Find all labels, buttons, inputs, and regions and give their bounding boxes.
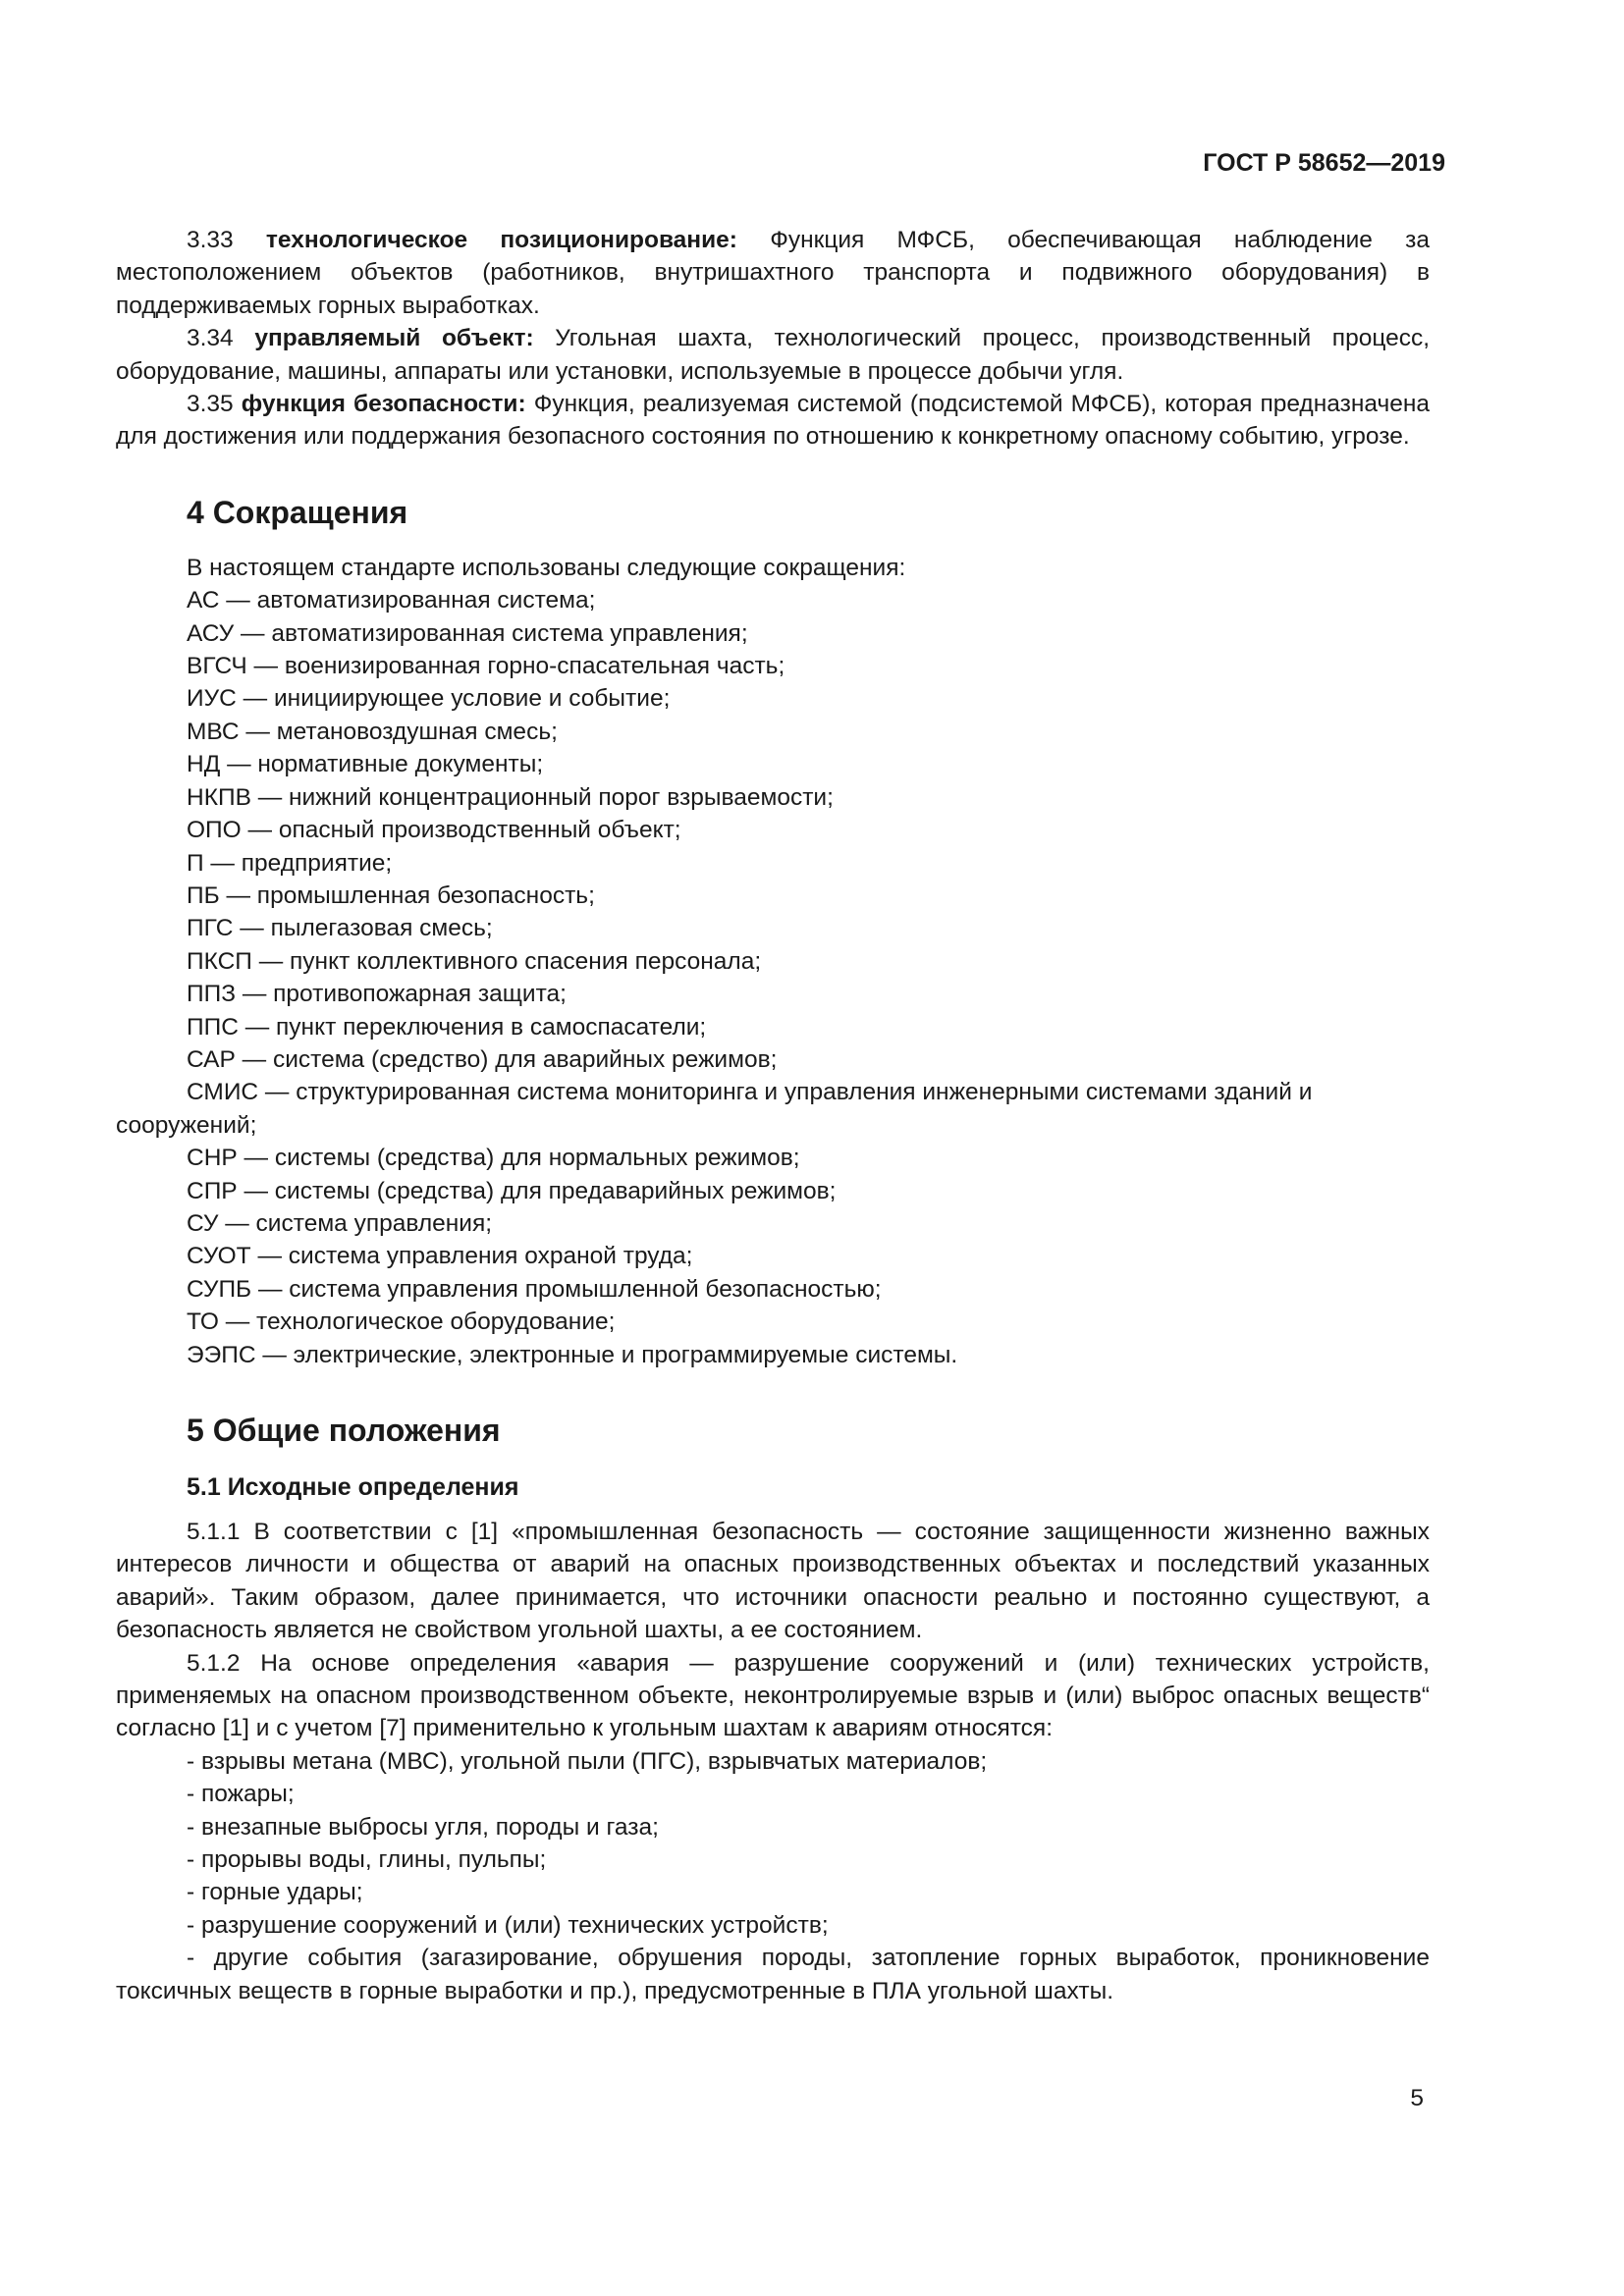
abbreviation-item: СУПБ — система управления промышленной безопасностью; [187, 1275, 882, 1303]
abbreviation-item: САР — система (средство) для аварийных режимов; [187, 1045, 778, 1073]
abbreviation-item: НКПВ — нижний концентрационный порог взрываемости; [187, 783, 834, 811]
list-item: - другие события (загазирование, обрушения породы, затопление горных выработок, проникновение токсичных веществ в горные выработки и пр.), предусмотренные в ПЛА угольной шахты. [116, 1945, 1430, 2004]
abbreviation-item: СНР — системы (средства) для нормальных режимов; [187, 1145, 800, 1172]
list-item: - внезапные выбросы угля, породы и газа; [187, 1813, 659, 1841]
abbreviation-item: ИУС — инициирующее условие и событие; [187, 685, 671, 713]
document-id-header: ГОСТ Р 58652—2019 [1203, 149, 1445, 177]
abbreviations-intro: В настоящем стандарте использованы следующие сокращения: [187, 554, 906, 581]
abbreviation-item: СПР — системы (средства) для предаварийных режимов; [187, 1177, 837, 1204]
list-item: - разрушение сооружений и (или) технических устройств; [187, 1911, 829, 1939]
list-item: - пожары; [187, 1781, 295, 1808]
term: управляемый объект: [254, 325, 534, 352]
abbreviation-item: ПБ — промышленная безопасность; [187, 881, 595, 909]
page-content [116, 224, 1430, 2007]
abbreviation-item: МВС — метановоздушная смесь; [187, 718, 558, 745]
definition-3-33: 3.33 технологическое позиционирование: Функция МФСБ, обеспечивающая наблюдение за местоположением объектов (работников, внутришахтного транспорта и подвижного оборудования) в поддерживаемых горных выработках. [116, 227, 1430, 319]
abbreviation-item: АС — автоматизированная система; [187, 587, 596, 614]
abbreviation-item: П — предприятие; [187, 849, 393, 877]
abbreviation-item: СМИС — структурированная система мониторинга и управления инженерными системами зданий и сооружений; [116, 1079, 1313, 1139]
abbreviation-item: ПКСП — пункт коллективного спасения персонала; [187, 947, 762, 975]
term: функция безопасности: [241, 391, 526, 418]
section-4-heading: 4 Сокращения [187, 494, 408, 530]
term: технологическое позиционирование: [265, 227, 737, 253]
abbreviation-item: ЭЭПС — электрические, электронные и программируемые системы. [187, 1341, 958, 1368]
abbreviation-item: СУОТ — система управления охраной труда; [187, 1243, 693, 1270]
abbreviation-item: ВГСЧ — военизированная горно-спасательная часть; [187, 653, 785, 680]
list-item: - взрывы метана (МВС), угольной пыли (ПГС), взрывчатых материалов; [187, 1747, 988, 1775]
abbreviation-item: НД — нормативные документы; [187, 751, 544, 778]
abbreviation-item: АСУ — автоматизированная система управления; [187, 619, 748, 647]
abbreviation-item: ОПО — опасный производственный объект; [187, 817, 681, 844]
paragraph-5-1-1: 5.1.1 В соответствии с [1] «промышленная безопасность — состояние защищенности жизненно важных интересов личности и общества от аварий на опасных производственных объектах и последствий указанных аварий». Таким образом, далее принимается, что источники опасности реально и постоянно существуют, а безопасность является не свойством угольной шахты, а ее состоянием. [116, 1519, 1430, 1644]
subsection-5-1-heading: 5.1 Исходные определения [187, 1473, 519, 1501]
abbreviation-item: ТО — технологическое оборудование; [187, 1308, 616, 1336]
definition-3-34: 3.34 управляемый объект: Угольная шахта, технологический процесс, производственный процесс, оборудование, машины, аппараты или установки, используемые в процессе добычи угля. [116, 325, 1431, 385]
definition-3-35: 3.35 функция безопасности: Функция, реализуемая системой (подсистемой МФСБ), которая предназначена для достижения или поддержания безопасного состояния по отношению к конкретному опасному событию, угрозе. [116, 391, 1430, 451]
page-number: 5 [1410, 2085, 1424, 2111]
list-item: - прорывы воды, глины, пульпы; [187, 1846, 547, 1874]
list-item: - горные удары; [187, 1879, 363, 1906]
abbreviation-item: ППЗ — противопожарная защита; [187, 981, 567, 1008]
abbreviation-item: ППС — пункт переключения в самоспасатели; [187, 1013, 707, 1041]
abbreviation-item: СУ — система управления; [187, 1209, 493, 1237]
abbreviation-item: ПГС — пылегазовая смесь; [187, 915, 493, 942]
section-5-heading: 5 Общие положения [187, 1413, 501, 1448]
paragraph-5-1-2: 5.1.2 На основе определения «авария — разрушение сооружений и (или) технических устройств, применяемых на опасном производственном объекте, неконтролируемые взрыв и (или) выброс опасных веществ“ согласно [1] и с учетом [7] применительно к угольным шахтам к авариям относятся: [116, 1649, 1430, 1742]
